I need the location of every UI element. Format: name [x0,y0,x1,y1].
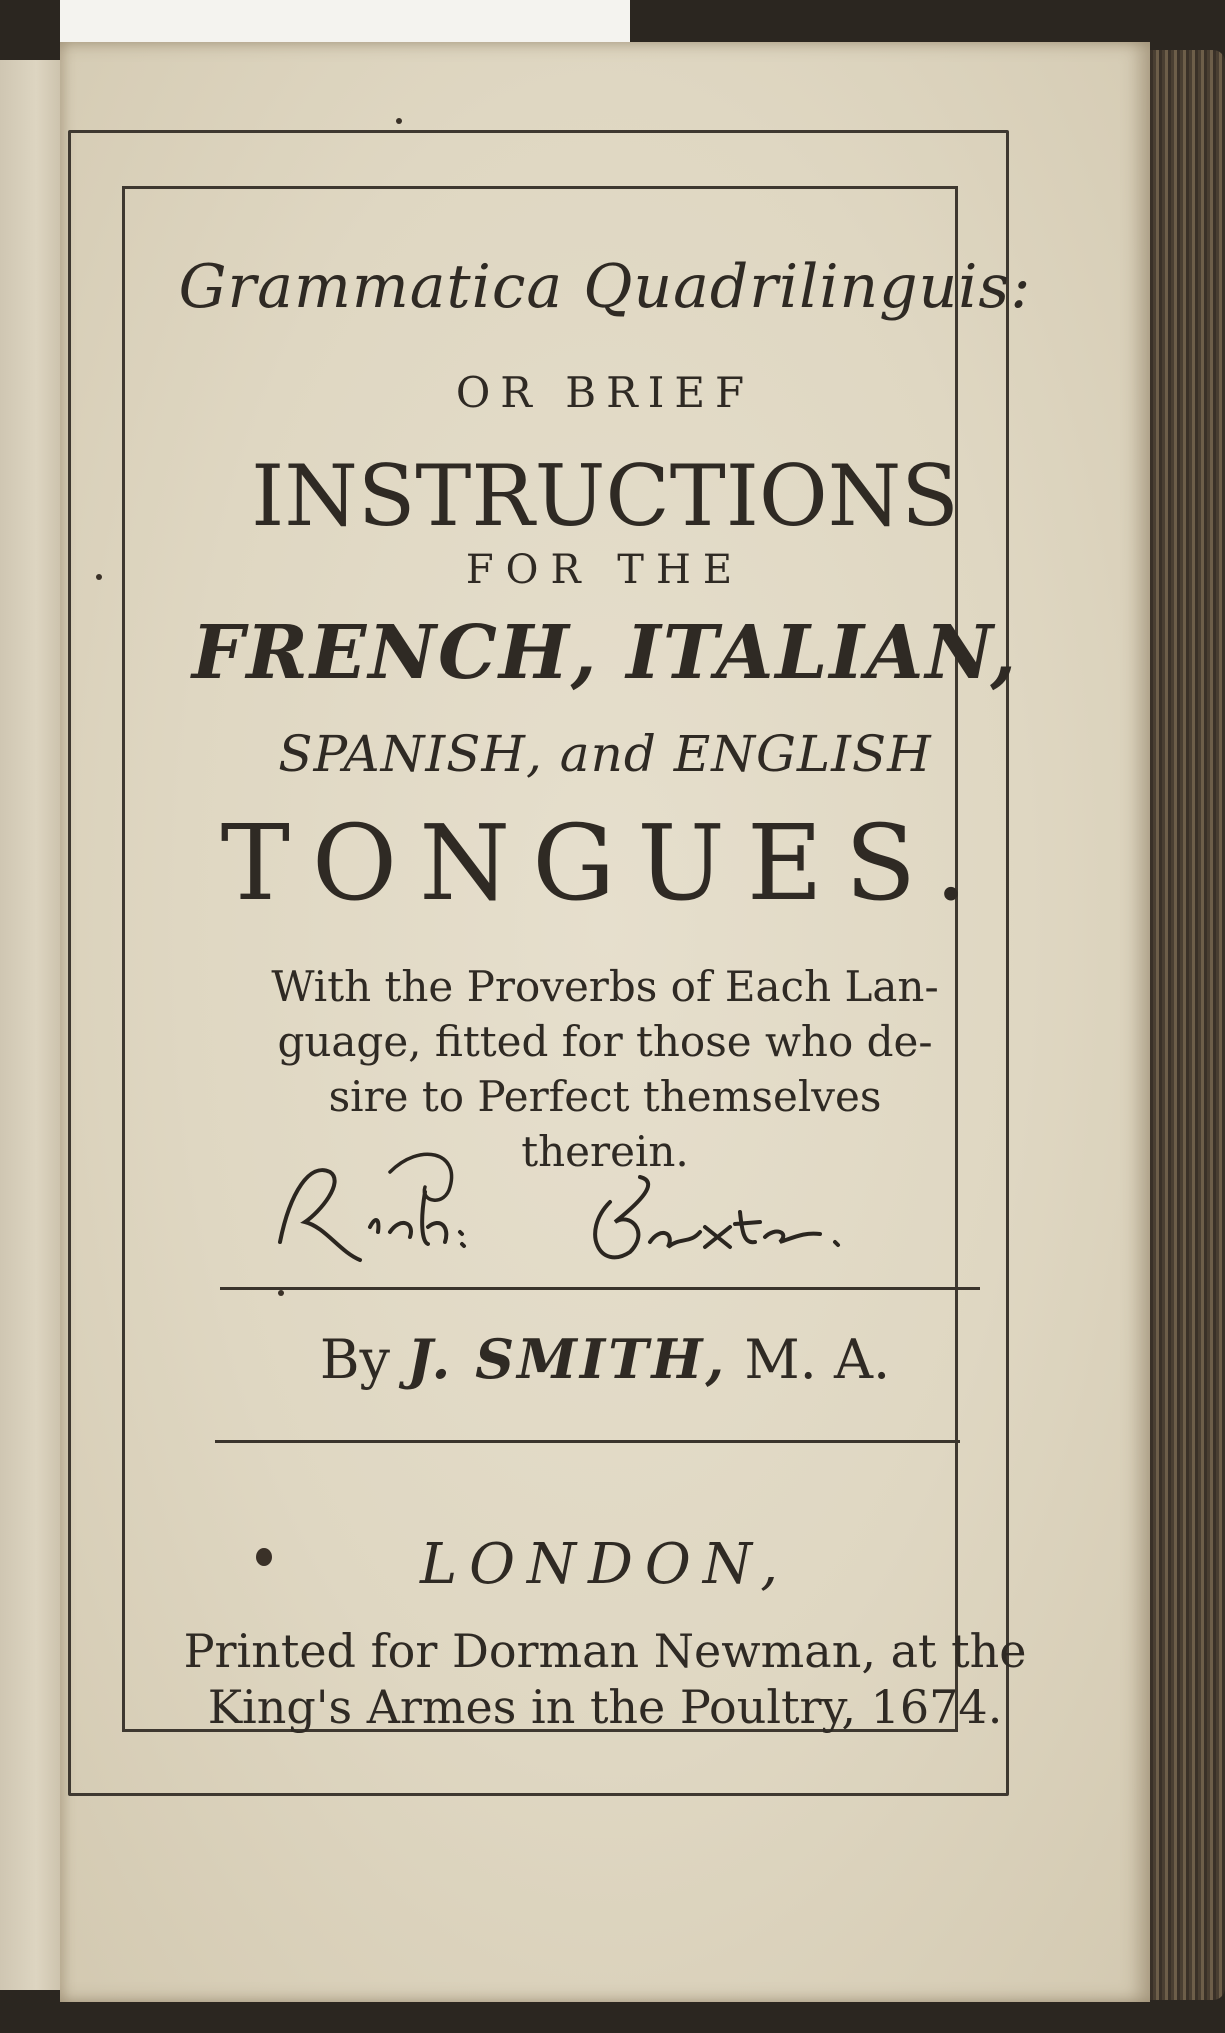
inner-border-frame [122,186,958,1732]
facing-page-edge [0,60,68,1990]
languages-line-2: SPANISH, and ENGLISH [278,725,932,783]
description-line: therein. [521,1127,689,1176]
handwritten-signature [250,1132,890,1282]
subtitle-for-the: FOR THE [465,547,745,593]
languages-line-3: TONGUES. [220,802,990,924]
languages-line-1: FRENCH, ITALIAN, [191,610,1019,696]
book-title: Grammatica Quadrilinguis: [178,252,1032,322]
imprint-line-1: Printed for Dorman Newman, at the [183,1624,1027,1678]
description-line: sire to Perfect themselves [328,1072,882,1121]
author-degree: M. A. [744,1328,891,1391]
description-line: With the Proverbs of Each Lan- [271,962,939,1011]
horizontal-rule [215,1440,960,1443]
horizontal-rule [220,1287,980,1290]
ink-speck [96,574,102,580]
author-name: J. SMITH, [407,1327,728,1391]
subtitle-or-brief: OR BRIEF [455,368,755,417]
imprint-line-2: King's Armes in the Poultry, 1674. [207,1680,1003,1734]
ink-speck [256,1548,272,1566]
author-prefix: By [319,1328,391,1391]
title-page [60,42,1150,2002]
ink-speck [278,1290,284,1296]
imprint-city: LONDON, [419,1532,791,1597]
subtitle-instructions: INSTRUCTIONS [251,447,959,545]
ink-speck [396,118,402,124]
author-line [60,1327,1150,1391]
description-line: guage, fitted for those who de- [277,1017,933,1066]
